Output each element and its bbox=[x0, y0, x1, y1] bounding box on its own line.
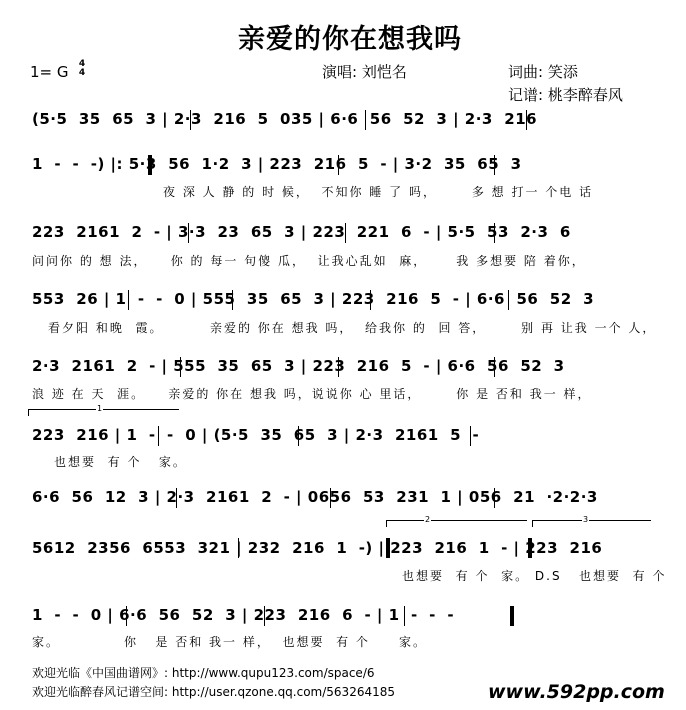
volta-2-number: 2 bbox=[425, 515, 431, 524]
volta-3-bracket bbox=[532, 520, 651, 527]
time-signature-bottom: 4 bbox=[78, 68, 86, 78]
lyrics-row-6: 也想要 有 个 家。 bbox=[54, 455, 187, 469]
notation-row-4: 553 26 | 1 - - 0 | 555 35 65 3 | 223 216 5 - | 6·6 56 52 3 bbox=[32, 290, 595, 308]
notation-row-7: 6·6 56 12 3 | 2·3 2161 2 - | 0656 53 231 1 | 056 21 ·2·2·3 bbox=[32, 488, 598, 506]
notation-row-5: 2·3 2161 2 - | 555 35 65 3 | 223 216 5 - | 6·6 56 52 3 bbox=[32, 357, 565, 375]
lyrics-row-9: 家。 你 是 否和 我一 样， 也想要 有 个 家。 bbox=[32, 635, 427, 649]
final-barline bbox=[510, 606, 514, 626]
notation-row-3: 223 2161 2 - | 3·3 23 65 3 | 223 221 6 - | 5·5 53 2·3 6 bbox=[32, 223, 571, 241]
transcriber-credit: 记谱: 桃李醉春风 bbox=[508, 86, 623, 104]
footer-link-1[interactable]: 欢迎光临《中国曲谱网》: http://www.qupu123.com/space/6 bbox=[32, 666, 375, 680]
volta-1-number: 1 bbox=[97, 404, 103, 413]
lyrics-row-5: 浪 迹 在 天 涯。 亲爱的 你在 想我 吗，说说你 心 里话， 你 是 否和 我一 样， bbox=[32, 387, 592, 401]
lyrics-row-4: 看夕阳 和晚 霞。 亲爱的 你在 想我 吗， 给我你 的 回 答， 别 再 让我 一个 人， bbox=[48, 321, 657, 335]
notation-row-2: 1 - - -) |: 5·3 56 1·2 3 | 223 216 5 - | 3·2 35 65 3 bbox=[32, 155, 522, 173]
lyrics-row-8: 也想要 有 个 家。 D.S 也想要 有 个 bbox=[402, 569, 667, 583]
footer-link-2[interactable]: 欢迎光临醉春风记谱空间: http://user.qzone.qq.com/563264185 bbox=[32, 685, 396, 699]
volta-3-number: 3 bbox=[583, 515, 589, 524]
volta-1-bracket bbox=[28, 409, 179, 416]
notation-row-6: 223 216 | 1 - - 0 | (5·5 35 65 3 | 2·3 2161 5 - bbox=[32, 426, 480, 444]
lyrics-row-3: 问问你 的 想 法， 你 的 每一 句傻 瓜， 让我心乱如 麻， 我 多想要 陪 着你， bbox=[32, 254, 586, 268]
time-signature bbox=[78, 60, 86, 78]
notation-row-8: 5612 2356 6553 321 | 232 216 1 -) | 223 216 1 - | 223 216 bbox=[32, 539, 603, 557]
singer-credit: 演唱: 刘恺名 bbox=[322, 63, 407, 81]
site-watermark: www.592pp.com bbox=[488, 681, 665, 703]
lyrics-row-2: 夜 深 人 静 的 时 候， 不知你 睡 了 吗， 多 想 打一 个电 话 bbox=[163, 185, 594, 199]
song-title: 亲爱的你在想我吗 bbox=[238, 24, 462, 55]
key-signature: 1= G bbox=[30, 63, 69, 81]
volta-2-bracket bbox=[386, 520, 527, 527]
time-signature-top: 4 bbox=[78, 59, 86, 69]
notation-row-9: 1 - - 0 | 6·6 56 52 3 | 223 216 6 - | 1 - - - bbox=[32, 606, 455, 624]
notation-row-1: (5·5 35 65 3 | 2·3 216 5 035 | 6·6 56 52 3 | 2·3 216 bbox=[32, 110, 538, 128]
composer-credit: 词曲: 笑添 bbox=[508, 63, 578, 81]
